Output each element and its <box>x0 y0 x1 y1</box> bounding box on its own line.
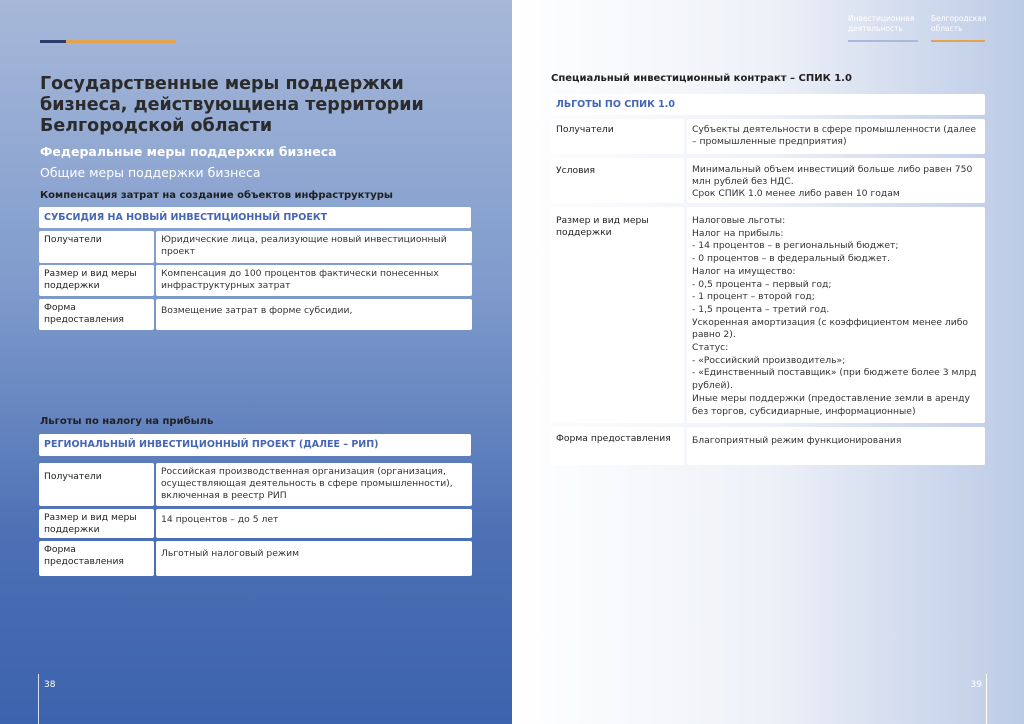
section-title-spik: Специальный инвестиционный контракт – СПИК 1.0 <box>551 73 852 84</box>
table-header: ЛЬГОТЫ ПО СПИК 1.0 <box>551 94 985 115</box>
row-label: Форма предоставления <box>39 299 154 330</box>
tab-underline-active <box>931 40 985 42</box>
row-value: Субъекты деятельности в сфере промышленности (далее – промышленные предприятия) <box>687 119 985 154</box>
table-header: СУБСИДИЯ НА НОВЫЙ ИНВЕСТИЦИОННЫЙ ПРОЕКТ <box>39 207 471 228</box>
row-label: Размер и вид меры поддержки <box>39 265 154 296</box>
row-value: Льготный налоговый режим <box>156 541 472 576</box>
row-value: Юридические лица, реализующие новый инвестиционный проект <box>156 231 472 263</box>
tab-region: Белгородская область <box>931 14 987 33</box>
row-label: Размер и вид меры поддержки <box>39 509 154 538</box>
table-header: РЕГИОНАЛЬНЫЙ ИНВЕСТИЦИОННЫЙ ПРОЕКТ (ДАЛЕЕ – РИП) <box>39 434 471 456</box>
row-label: Условия <box>551 158 684 203</box>
row-label: Размер и вид меры поддержки <box>551 207 684 423</box>
row-value: Благоприятный режим функционирования <box>687 427 985 465</box>
row-value: Российская производственная организация (организация, осуществляющая деятельность в сфере промышленности), включенная в реестр РИП <box>156 463 472 506</box>
page-heading: Государственные меры поддержки бизнеса, действующиена территории Белгородской области <box>40 74 424 136</box>
row-label: Форма предоставления <box>551 427 684 465</box>
row-label: Получатели <box>551 119 684 154</box>
page-margin-line <box>986 674 987 724</box>
tab-underline <box>848 40 918 42</box>
row-value: 14 процентов – до 5 лет <box>156 509 472 538</box>
row-label: Форма предоставления <box>39 541 154 576</box>
federal-subheading: Федеральные меры поддержки бизнеса <box>40 144 337 159</box>
row-value: Компенсация до 100 процентов фактически понесенных инфраструктурных затрат <box>156 265 472 296</box>
page-number: 38 <box>44 680 56 690</box>
page-number: 39 <box>970 680 982 690</box>
row-value: Налоговые льготы: Налог на прибыль: - 14 процентов – в региональный бюджет; - 0 процентов – в федеральный бюджет. Налог на имущество: - 0,5 процента – первый год; - 1 процент – второй год; - 1,5 процента – третий год. Ускоренная амортизация (с коэффициентом менее либо равно 2). Статус: - «Российский производитель»; - «Единственный поставщик» (при бюджете более 3 млрд рублей). Иные меры поддержки (предоставление земли в аренду без торгов, субсидиарные, информационные) <box>687 207 985 423</box>
row-label: Получатели <box>39 463 154 506</box>
section-title-tax: Льготы по налогу на прибыль <box>40 416 214 427</box>
tab-investment: Инвестиционная деятельность <box>848 14 915 33</box>
accent-line <box>40 40 176 43</box>
row-label: Получатели <box>39 231 154 263</box>
row-value: Минимальный объем инвестиций больше либо равен 750 млн рублей без НДС. Срок СПИК 1.0 менее либо равен 10 годам <box>687 158 985 203</box>
row-value: Возмещение затрат в форме субсидии, <box>156 299 472 330</box>
section-title-infrastructure: Компенсация затрат на создание объектов инфраструктуры <box>40 190 393 201</box>
right-page <box>512 0 1024 724</box>
general-subheading: Общие меры поддержки бизнеса <box>40 165 261 180</box>
page-margin-line <box>38 674 39 724</box>
